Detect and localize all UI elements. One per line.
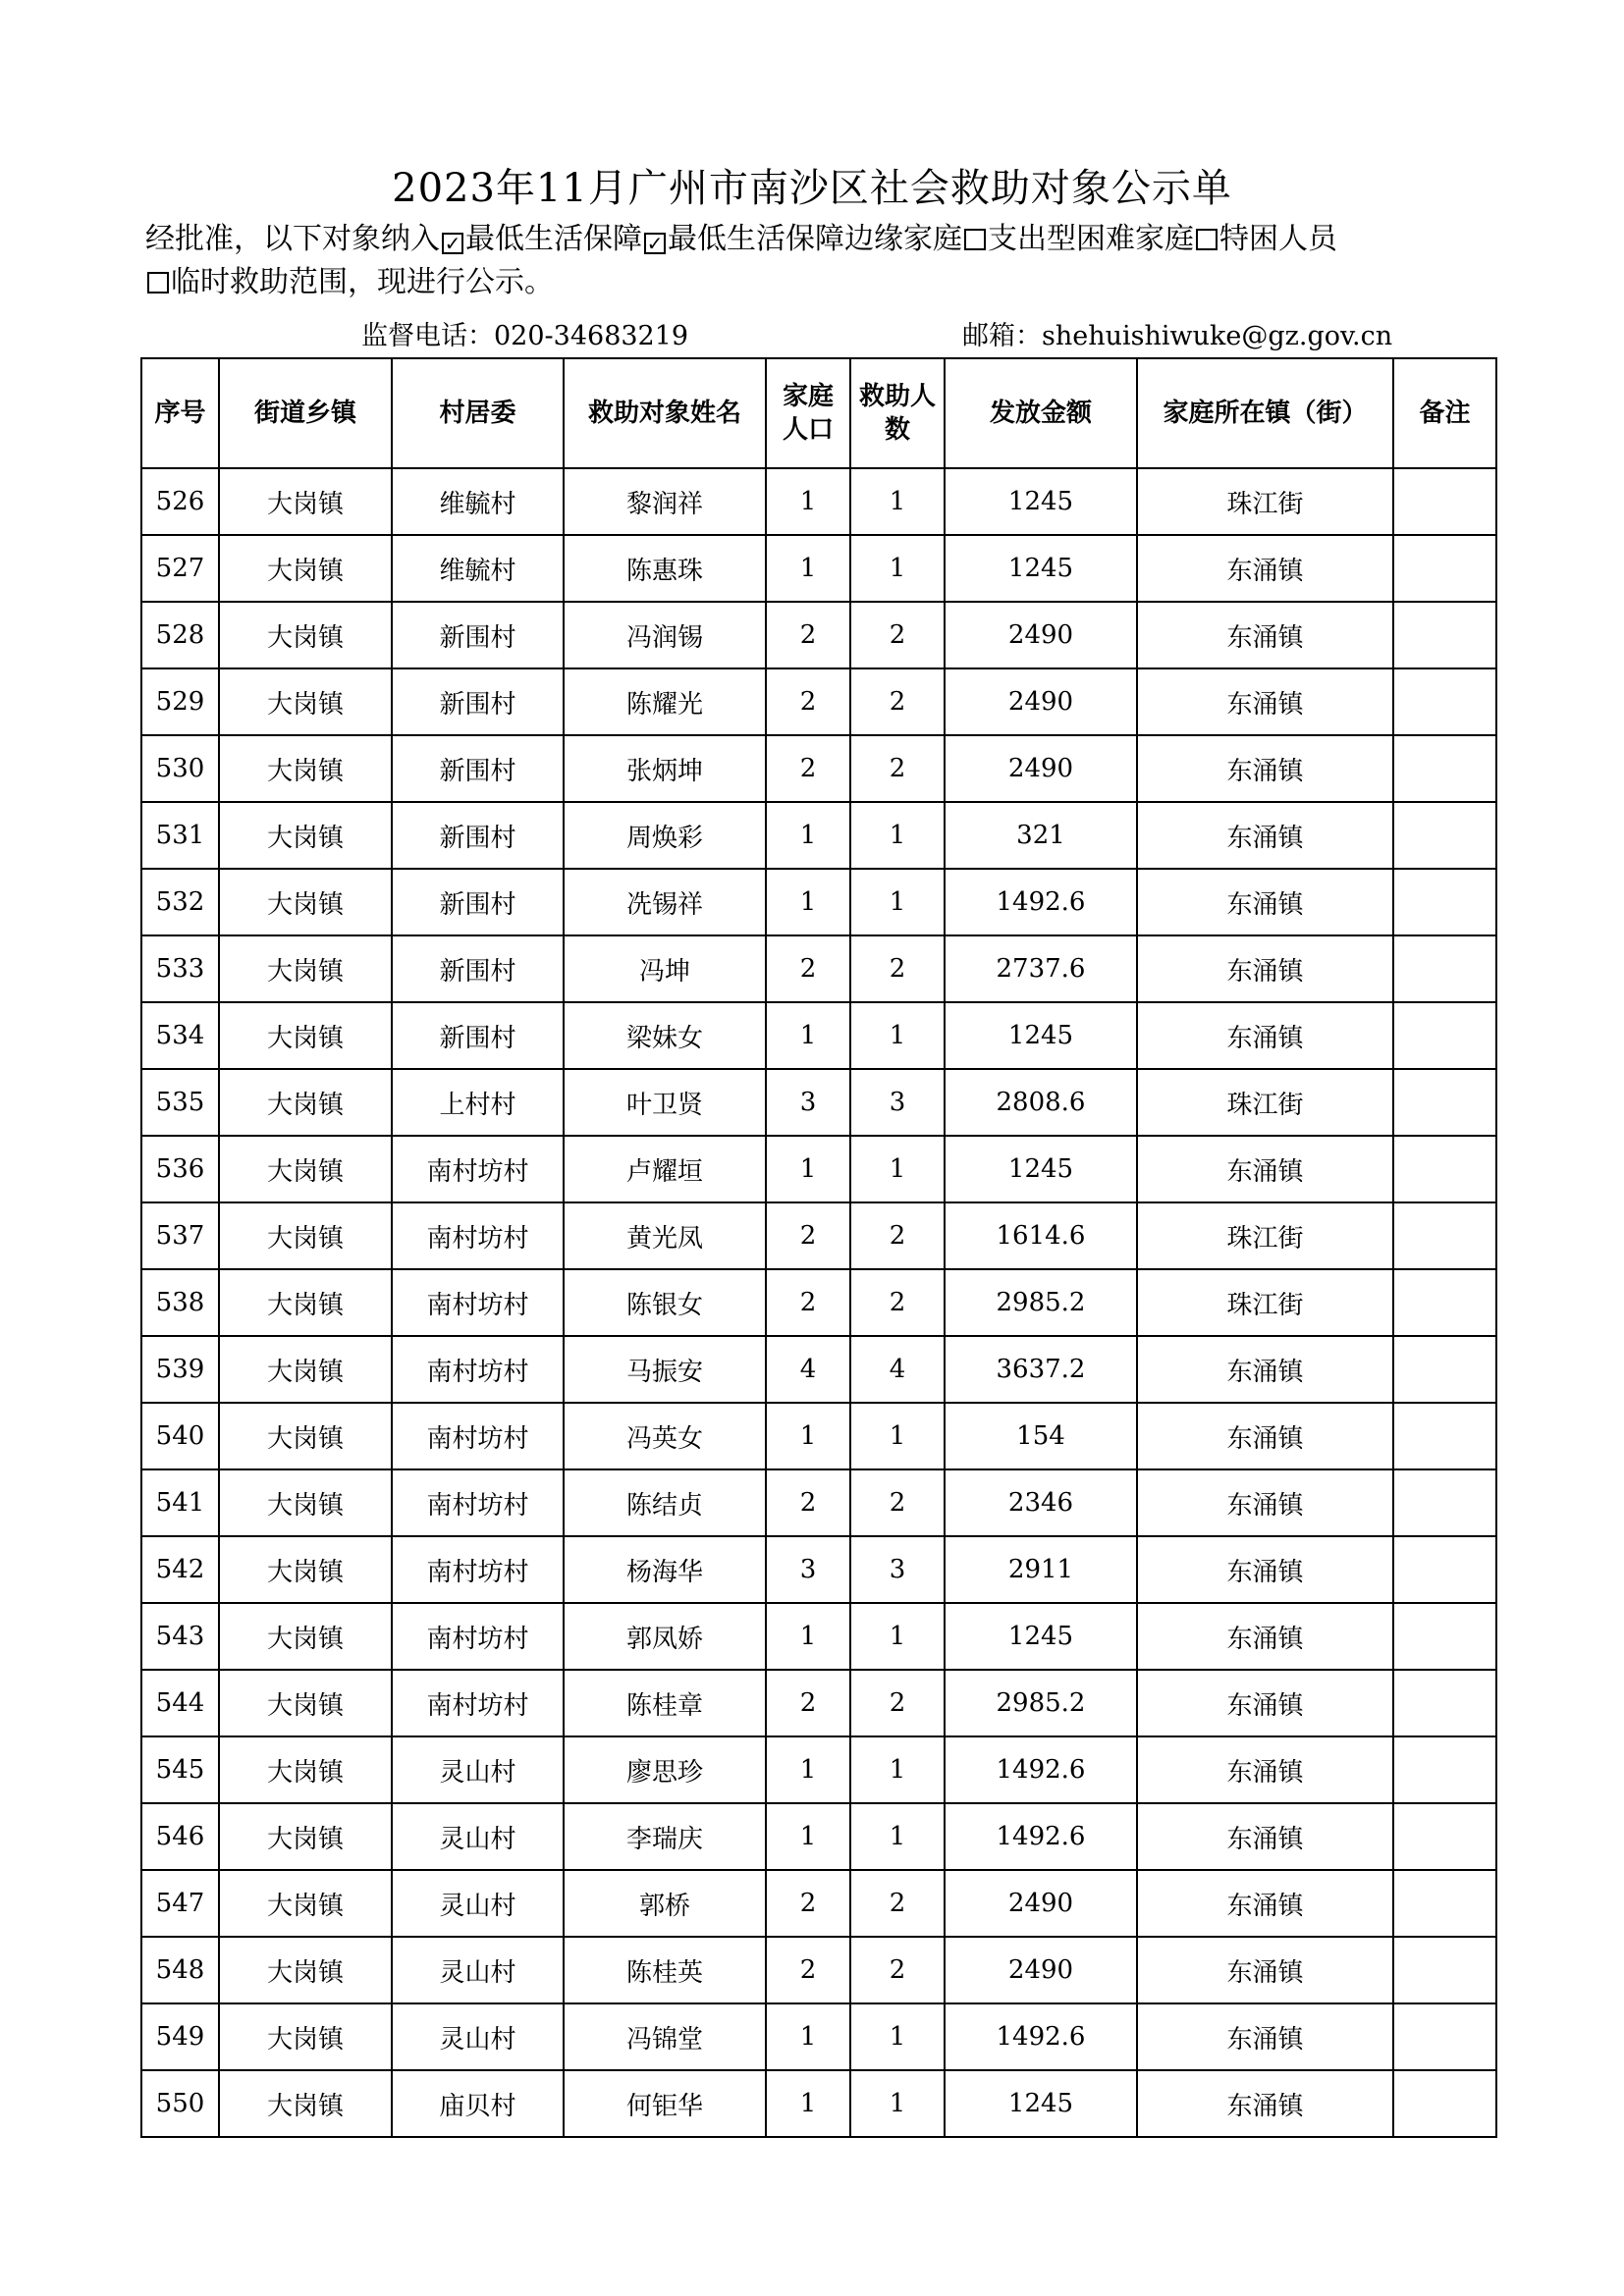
cell-amount: 2808.6 xyxy=(945,1069,1137,1136)
supervision-phone: 监督电话：020-34683219 xyxy=(361,321,689,351)
cell-village-committee: 新围村 xyxy=(392,735,564,802)
cell-index: 532 xyxy=(141,869,219,935)
cell-index: 533 xyxy=(141,935,219,1002)
cell-household-town: 东涌镇 xyxy=(1137,1603,1393,1670)
cell-household-town: 东涌镇 xyxy=(1137,668,1393,735)
cell-aided-count: 2 xyxy=(850,1937,945,2003)
table-row xyxy=(141,468,1496,535)
cell-street-town: 大岗镇 xyxy=(219,869,392,935)
cell-recipient-name: 陈银女 xyxy=(564,1269,766,1336)
cell-village-committee: 维毓村 xyxy=(392,535,564,602)
cell-village-committee: 南村坊村 xyxy=(392,1469,564,1536)
cell-index: 530 xyxy=(141,735,219,802)
cell-remarks xyxy=(1393,1736,1496,1803)
table-row xyxy=(141,1136,1496,1202)
cell-household-town: 东涌镇 xyxy=(1137,1670,1393,1736)
table-row xyxy=(141,1002,1496,1069)
cell-street-town: 大岗镇 xyxy=(219,602,392,668)
cell-household-size: 1 xyxy=(766,535,850,602)
cell-household-size: 1 xyxy=(766,2003,850,2070)
cell-amount: 2985.2 xyxy=(945,1269,1137,1336)
cell-recipient-name: 郭桥 xyxy=(564,1870,766,1937)
cell-index: 541 xyxy=(141,1469,219,1536)
cell-household-town: 东涌镇 xyxy=(1137,735,1393,802)
cell-household-size: 1 xyxy=(766,468,850,535)
cell-remarks xyxy=(1393,735,1496,802)
cell-aided-count: 2 xyxy=(850,602,945,668)
cell-aided-count: 1 xyxy=(850,802,945,869)
cell-household-town: 珠江街 xyxy=(1137,1202,1393,1269)
cell-household-town: 东涌镇 xyxy=(1137,1403,1393,1469)
table-row xyxy=(141,1536,1496,1603)
cell-remarks xyxy=(1393,1937,1496,2003)
cell-recipient-name: 杨海华 xyxy=(564,1536,766,1603)
header-household-size: 家庭人口 xyxy=(766,358,850,468)
intro-prefix: 经批准，以下对象纳入 xyxy=(145,222,440,256)
cell-aided-count: 1 xyxy=(850,1803,945,1870)
cell-recipient-name: 郭凤娇 xyxy=(564,1603,766,1670)
cell-street-town: 大岗镇 xyxy=(219,1603,392,1670)
cell-amount: 1614.6 xyxy=(945,1202,1137,1269)
cell-amount: 2985.2 xyxy=(945,1670,1137,1736)
cell-household-size: 2 xyxy=(766,1870,850,1937)
cell-household-size: 1 xyxy=(766,802,850,869)
cell-index: 537 xyxy=(141,1202,219,1269)
cell-street-town: 大岗镇 xyxy=(219,535,392,602)
cell-village-committee: 南村坊村 xyxy=(392,1269,564,1336)
cell-household-town: 东涌镇 xyxy=(1137,1736,1393,1803)
cell-recipient-name: 张炳坤 xyxy=(564,735,766,802)
cell-household-size: 2 xyxy=(766,602,850,668)
cell-street-town: 大岗镇 xyxy=(219,1736,392,1803)
cell-index: 546 xyxy=(141,1803,219,1870)
cell-street-town: 大岗镇 xyxy=(219,2070,392,2137)
cell-aided-count: 2 xyxy=(850,1670,945,1736)
cell-street-town: 大岗镇 xyxy=(219,802,392,869)
cell-amount: 321 xyxy=(945,802,1137,869)
cell-aided-count: 1 xyxy=(850,1136,945,1202)
cell-household-town: 东涌镇 xyxy=(1137,535,1393,602)
table-row xyxy=(141,1870,1496,1937)
header-recipient-name: 救助对象姓名 xyxy=(564,358,766,468)
header-street-town: 街道乡镇 xyxy=(219,358,392,468)
option-extreme-poverty: 特困人员 xyxy=(1194,222,1337,256)
cell-index: 548 xyxy=(141,1937,219,2003)
cell-aided-count: 1 xyxy=(850,1403,945,1469)
cell-household-town: 东涌镇 xyxy=(1137,2003,1393,2070)
cell-remarks xyxy=(1393,1803,1496,1870)
cell-household-town: 珠江街 xyxy=(1137,1269,1393,1336)
cell-remarks xyxy=(1393,1336,1496,1403)
table-row xyxy=(141,935,1496,1002)
table-body xyxy=(141,468,1496,2137)
cell-amount: 2346 xyxy=(945,1469,1137,1536)
table-row xyxy=(141,2003,1496,2070)
cell-index: 534 xyxy=(141,1002,219,1069)
cell-index: 528 xyxy=(141,602,219,668)
checkbox-empty-icon xyxy=(1196,229,1218,250)
cell-aided-count: 1 xyxy=(850,869,945,935)
cell-amount: 1245 xyxy=(945,1603,1137,1670)
cell-index: 550 xyxy=(141,2070,219,2137)
cell-index: 542 xyxy=(141,1536,219,1603)
cell-index: 527 xyxy=(141,535,219,602)
cell-street-town: 大岗镇 xyxy=(219,1269,392,1336)
cell-aided-count: 2 xyxy=(850,1269,945,1336)
table-row xyxy=(141,1670,1496,1736)
cell-household-town: 东涌镇 xyxy=(1137,1336,1393,1403)
table-row xyxy=(141,1403,1496,1469)
cell-recipient-name: 冯英女 xyxy=(564,1403,766,1469)
cell-index: 540 xyxy=(141,1403,219,1469)
table-row xyxy=(141,1937,1496,2003)
cell-amount: 1492.6 xyxy=(945,1736,1137,1803)
cell-village-committee: 南村坊村 xyxy=(392,1603,564,1670)
table-row xyxy=(141,668,1496,735)
cell-amount: 1492.6 xyxy=(945,869,1137,935)
table-row xyxy=(141,869,1496,935)
cell-household-size: 4 xyxy=(766,1336,850,1403)
cell-recipient-name: 冯坤 xyxy=(564,935,766,1002)
cell-street-town: 大岗镇 xyxy=(219,1469,392,1536)
cell-household-size: 2 xyxy=(766,935,850,1002)
cell-aided-count: 3 xyxy=(850,1536,945,1603)
cell-remarks xyxy=(1393,1870,1496,1937)
cell-recipient-name: 冼锡祥 xyxy=(564,869,766,935)
cell-recipient-name: 陈桂英 xyxy=(564,1937,766,2003)
cell-village-committee: 南村坊村 xyxy=(392,1336,564,1403)
cell-aided-count: 2 xyxy=(850,735,945,802)
cell-village-committee: 灵山村 xyxy=(392,1736,564,1803)
cell-household-size: 3 xyxy=(766,1069,850,1136)
cell-aided-count: 1 xyxy=(850,2003,945,2070)
table-row xyxy=(141,602,1496,668)
table-row xyxy=(141,1269,1496,1336)
cell-street-town: 大岗镇 xyxy=(219,1870,392,1937)
cell-household-size: 2 xyxy=(766,1670,850,1736)
cell-recipient-name: 周焕彩 xyxy=(564,802,766,869)
cell-aided-count: 1 xyxy=(850,2070,945,2137)
table-row xyxy=(141,1069,1496,1136)
table-row xyxy=(141,1202,1496,1269)
cell-recipient-name: 陈惠珠 xyxy=(564,535,766,602)
cell-street-town: 大岗镇 xyxy=(219,1069,392,1136)
cell-amount: 2490 xyxy=(945,1870,1137,1937)
cell-household-town: 东涌镇 xyxy=(1137,602,1393,668)
cell-street-town: 大岗镇 xyxy=(219,935,392,1002)
cell-street-town: 大岗镇 xyxy=(219,468,392,535)
cell-village-committee: 灵山村 xyxy=(392,1870,564,1937)
cell-household-size: 1 xyxy=(766,2070,850,2137)
cell-recipient-name: 马振安 xyxy=(564,1336,766,1403)
header-village-committee: 村居委 xyxy=(392,358,564,468)
page-title: 2023年11月广州市南沙区社会救助对象公示单 xyxy=(392,166,1232,211)
table-row xyxy=(141,1736,1496,1803)
checkbox-checked-icon: ✓ xyxy=(644,233,666,254)
intro-paragraph xyxy=(145,218,1500,304)
cell-recipient-name: 黄光凤 xyxy=(564,1202,766,1269)
cell-village-committee: 南村坊村 xyxy=(392,1670,564,1736)
cell-aided-count: 2 xyxy=(850,935,945,1002)
cell-remarks xyxy=(1393,668,1496,735)
cell-amount: 2490 xyxy=(945,668,1137,735)
cell-street-town: 大岗镇 xyxy=(219,1670,392,1736)
cell-recipient-name: 冯锦堂 xyxy=(564,2003,766,2070)
cell-village-committee: 庙贝村 xyxy=(392,2070,564,2137)
cell-index: 544 xyxy=(141,1670,219,1736)
cell-aided-count: 2 xyxy=(850,1202,945,1269)
cell-amount: 1245 xyxy=(945,535,1137,602)
table-header-row xyxy=(141,358,1496,468)
cell-aided-count: 1 xyxy=(850,1736,945,1803)
cell-street-town: 大岗镇 xyxy=(219,1002,392,1069)
cell-amount: 2490 xyxy=(945,602,1137,668)
cell-recipient-name: 廖思珍 xyxy=(564,1736,766,1803)
checkbox-checked-icon: ✓ xyxy=(442,233,463,254)
cell-household-town: 东涌镇 xyxy=(1137,1136,1393,1202)
cell-remarks xyxy=(1393,1536,1496,1603)
cell-index: 536 xyxy=(141,1136,219,1202)
cell-remarks xyxy=(1393,2003,1496,2070)
cell-remarks xyxy=(1393,935,1496,1002)
cell-recipient-name: 卢耀垣 xyxy=(564,1136,766,1202)
cell-street-town: 大岗镇 xyxy=(219,1202,392,1269)
cell-household-size: 2 xyxy=(766,1937,850,2003)
cell-household-town: 东涌镇 xyxy=(1137,2070,1393,2137)
cell-index: 529 xyxy=(141,668,219,735)
cell-household-size: 1 xyxy=(766,1136,850,1202)
cell-village-committee: 南村坊村 xyxy=(392,1403,564,1469)
cell-index: 531 xyxy=(141,802,219,869)
cell-household-town: 东涌镇 xyxy=(1137,1002,1393,1069)
cell-household-size: 1 xyxy=(766,1803,850,1870)
cell-remarks xyxy=(1393,869,1496,935)
cell-amount: 1492.6 xyxy=(945,2003,1137,2070)
cell-street-town: 大岗镇 xyxy=(219,1403,392,1469)
cell-street-town: 大岗镇 xyxy=(219,1536,392,1603)
cell-index: 535 xyxy=(141,1069,219,1136)
cell-village-committee: 灵山村 xyxy=(392,1803,564,1870)
cell-household-size: 1 xyxy=(766,1736,850,1803)
cell-household-town: 东涌镇 xyxy=(1137,869,1393,935)
cell-remarks xyxy=(1393,1670,1496,1736)
cell-amount: 2737.6 xyxy=(945,935,1137,1002)
cell-village-committee: 灵山村 xyxy=(392,2003,564,2070)
cell-index: 547 xyxy=(141,1870,219,1937)
cell-recipient-name: 梁妹女 xyxy=(564,1002,766,1069)
cell-household-size: 2 xyxy=(766,1202,850,1269)
cell-recipient-name: 叶卫贤 xyxy=(564,1069,766,1136)
cell-recipient-name: 冯润锡 xyxy=(564,602,766,668)
header-index: 序号 xyxy=(141,358,219,468)
cell-household-town: 珠江街 xyxy=(1137,468,1393,535)
cell-household-size: 1 xyxy=(766,869,850,935)
cell-index: 539 xyxy=(141,1336,219,1403)
assistance-table xyxy=(140,357,1497,2138)
cell-amount: 2911 xyxy=(945,1536,1137,1603)
cell-remarks xyxy=(1393,1136,1496,1202)
cell-household-town: 东涌镇 xyxy=(1137,1870,1393,1937)
cell-amount: 2490 xyxy=(945,735,1137,802)
table-row xyxy=(141,1469,1496,1536)
cell-household-town: 珠江街 xyxy=(1137,1069,1393,1136)
cell-household-size: 2 xyxy=(766,1269,850,1336)
cell-household-size: 3 xyxy=(766,1536,850,1603)
cell-remarks xyxy=(1393,1002,1496,1069)
cell-amount: 154 xyxy=(945,1403,1137,1469)
option-expenditure-hardship: 支出型困难家庭 xyxy=(962,222,1194,256)
cell-remarks xyxy=(1393,602,1496,668)
intro-suffix: ，现进行公示。 xyxy=(348,265,554,299)
option-marginal-low-income: ✓ 最低生活保障边缘家庭 xyxy=(642,222,962,256)
cell-remarks xyxy=(1393,1469,1496,1536)
cell-index: 543 xyxy=(141,1603,219,1670)
cell-village-committee: 南村坊村 xyxy=(392,1202,564,1269)
cell-recipient-name: 黎润祥 xyxy=(564,468,766,535)
cell-village-committee: 新围村 xyxy=(392,1002,564,1069)
cell-street-town: 大岗镇 xyxy=(219,1336,392,1403)
header-aided-count: 救助人数 xyxy=(850,358,945,468)
cell-remarks xyxy=(1393,1603,1496,1670)
table-row xyxy=(141,735,1496,802)
table-row xyxy=(141,1603,1496,1670)
cell-remarks xyxy=(1393,1403,1496,1469)
cell-aided-count: 1 xyxy=(850,535,945,602)
contact-row xyxy=(0,319,1624,354)
cell-recipient-name: 何钜华 xyxy=(564,2070,766,2137)
cell-household-town: 东涌镇 xyxy=(1137,1536,1393,1603)
cell-village-committee: 新围村 xyxy=(392,602,564,668)
option-temporary-assistance: 临时救助范围 xyxy=(145,265,348,299)
cell-amount: 1245 xyxy=(945,1002,1137,1069)
cell-amount: 1492.6 xyxy=(945,1803,1137,1870)
cell-household-size: 2 xyxy=(766,735,850,802)
cell-village-committee: 南村坊村 xyxy=(392,1136,564,1202)
contact-email: 邮箱：shehuishiwuke@gz.gov.cn xyxy=(962,321,1393,351)
cell-remarks xyxy=(1393,802,1496,869)
cell-aided-count: 3 xyxy=(850,1069,945,1136)
cell-index: 538 xyxy=(141,1269,219,1336)
cell-street-town: 大岗镇 xyxy=(219,735,392,802)
cell-household-size: 1 xyxy=(766,1603,850,1670)
cell-amount: 1245 xyxy=(945,1136,1137,1202)
table-row xyxy=(141,802,1496,869)
table-row xyxy=(141,1803,1496,1870)
cell-household-town: 东涌镇 xyxy=(1137,1937,1393,2003)
cell-household-size: 2 xyxy=(766,668,850,735)
cell-village-committee: 维毓村 xyxy=(392,468,564,535)
cell-recipient-name: 李瑞庆 xyxy=(564,1803,766,1870)
cell-street-town: 大岗镇 xyxy=(219,1136,392,1202)
cell-street-town: 大岗镇 xyxy=(219,668,392,735)
header-amount: 发放金额 xyxy=(945,358,1137,468)
cell-amount: 3637.2 xyxy=(945,1336,1137,1403)
cell-street-town: 大岗镇 xyxy=(219,1803,392,1870)
checkbox-empty-icon xyxy=(964,229,986,250)
cell-aided-count: 1 xyxy=(850,468,945,535)
cell-recipient-name: 陈结贞 xyxy=(564,1469,766,1536)
cell-aided-count: 2 xyxy=(850,668,945,735)
cell-remarks xyxy=(1393,1202,1496,1269)
table-row xyxy=(141,535,1496,602)
cell-village-committee: 新围村 xyxy=(392,935,564,1002)
cell-street-town: 大岗镇 xyxy=(219,1937,392,2003)
cell-household-town: 东涌镇 xyxy=(1137,935,1393,1002)
cell-household-town: 东涌镇 xyxy=(1137,1803,1393,1870)
header-remarks: 备注 xyxy=(1393,358,1496,468)
checkbox-empty-icon xyxy=(147,272,169,294)
cell-household-town: 东涌镇 xyxy=(1137,1469,1393,1536)
cell-remarks xyxy=(1393,2070,1496,2137)
cell-aided-count: 2 xyxy=(850,1870,945,1937)
cell-remarks xyxy=(1393,1069,1496,1136)
cell-amount: 2490 xyxy=(945,1937,1137,2003)
cell-remarks xyxy=(1393,535,1496,602)
cell-village-committee: 新围村 xyxy=(392,869,564,935)
cell-index: 549 xyxy=(141,2003,219,2070)
cell-aided-count: 1 xyxy=(850,1002,945,1069)
cell-remarks xyxy=(1393,1269,1496,1336)
cell-village-committee: 灵山村 xyxy=(392,1937,564,2003)
option-low-income: ✓ 最低生活保障 xyxy=(440,222,642,256)
cell-index: 545 xyxy=(141,1736,219,1803)
cell-household-size: 2 xyxy=(766,1469,850,1536)
cell-index: 526 xyxy=(141,468,219,535)
cell-household-size: 1 xyxy=(766,1002,850,1069)
cell-village-committee: 上村村 xyxy=(392,1069,564,1136)
cell-aided-count: 1 xyxy=(850,1603,945,1670)
cell-aided-count: 2 xyxy=(850,1469,945,1536)
cell-amount: 1245 xyxy=(945,2070,1137,2137)
cell-street-town: 大岗镇 xyxy=(219,2003,392,2070)
cell-village-committee: 新围村 xyxy=(392,668,564,735)
cell-village-committee: 南村坊村 xyxy=(392,1536,564,1603)
cell-household-town: 东涌镇 xyxy=(1137,802,1393,869)
cell-village-committee: 新围村 xyxy=(392,802,564,869)
header-household-town: 家庭所在镇（街） xyxy=(1137,358,1393,468)
cell-amount: 1245 xyxy=(945,468,1137,535)
table-row xyxy=(141,2070,1496,2137)
cell-aided-count: 4 xyxy=(850,1336,945,1403)
table-row xyxy=(141,1336,1496,1403)
cell-household-size: 1 xyxy=(766,1403,850,1469)
cell-remarks xyxy=(1393,468,1496,535)
cell-recipient-name: 陈耀光 xyxy=(564,668,766,735)
cell-recipient-name: 陈桂章 xyxy=(564,1670,766,1736)
